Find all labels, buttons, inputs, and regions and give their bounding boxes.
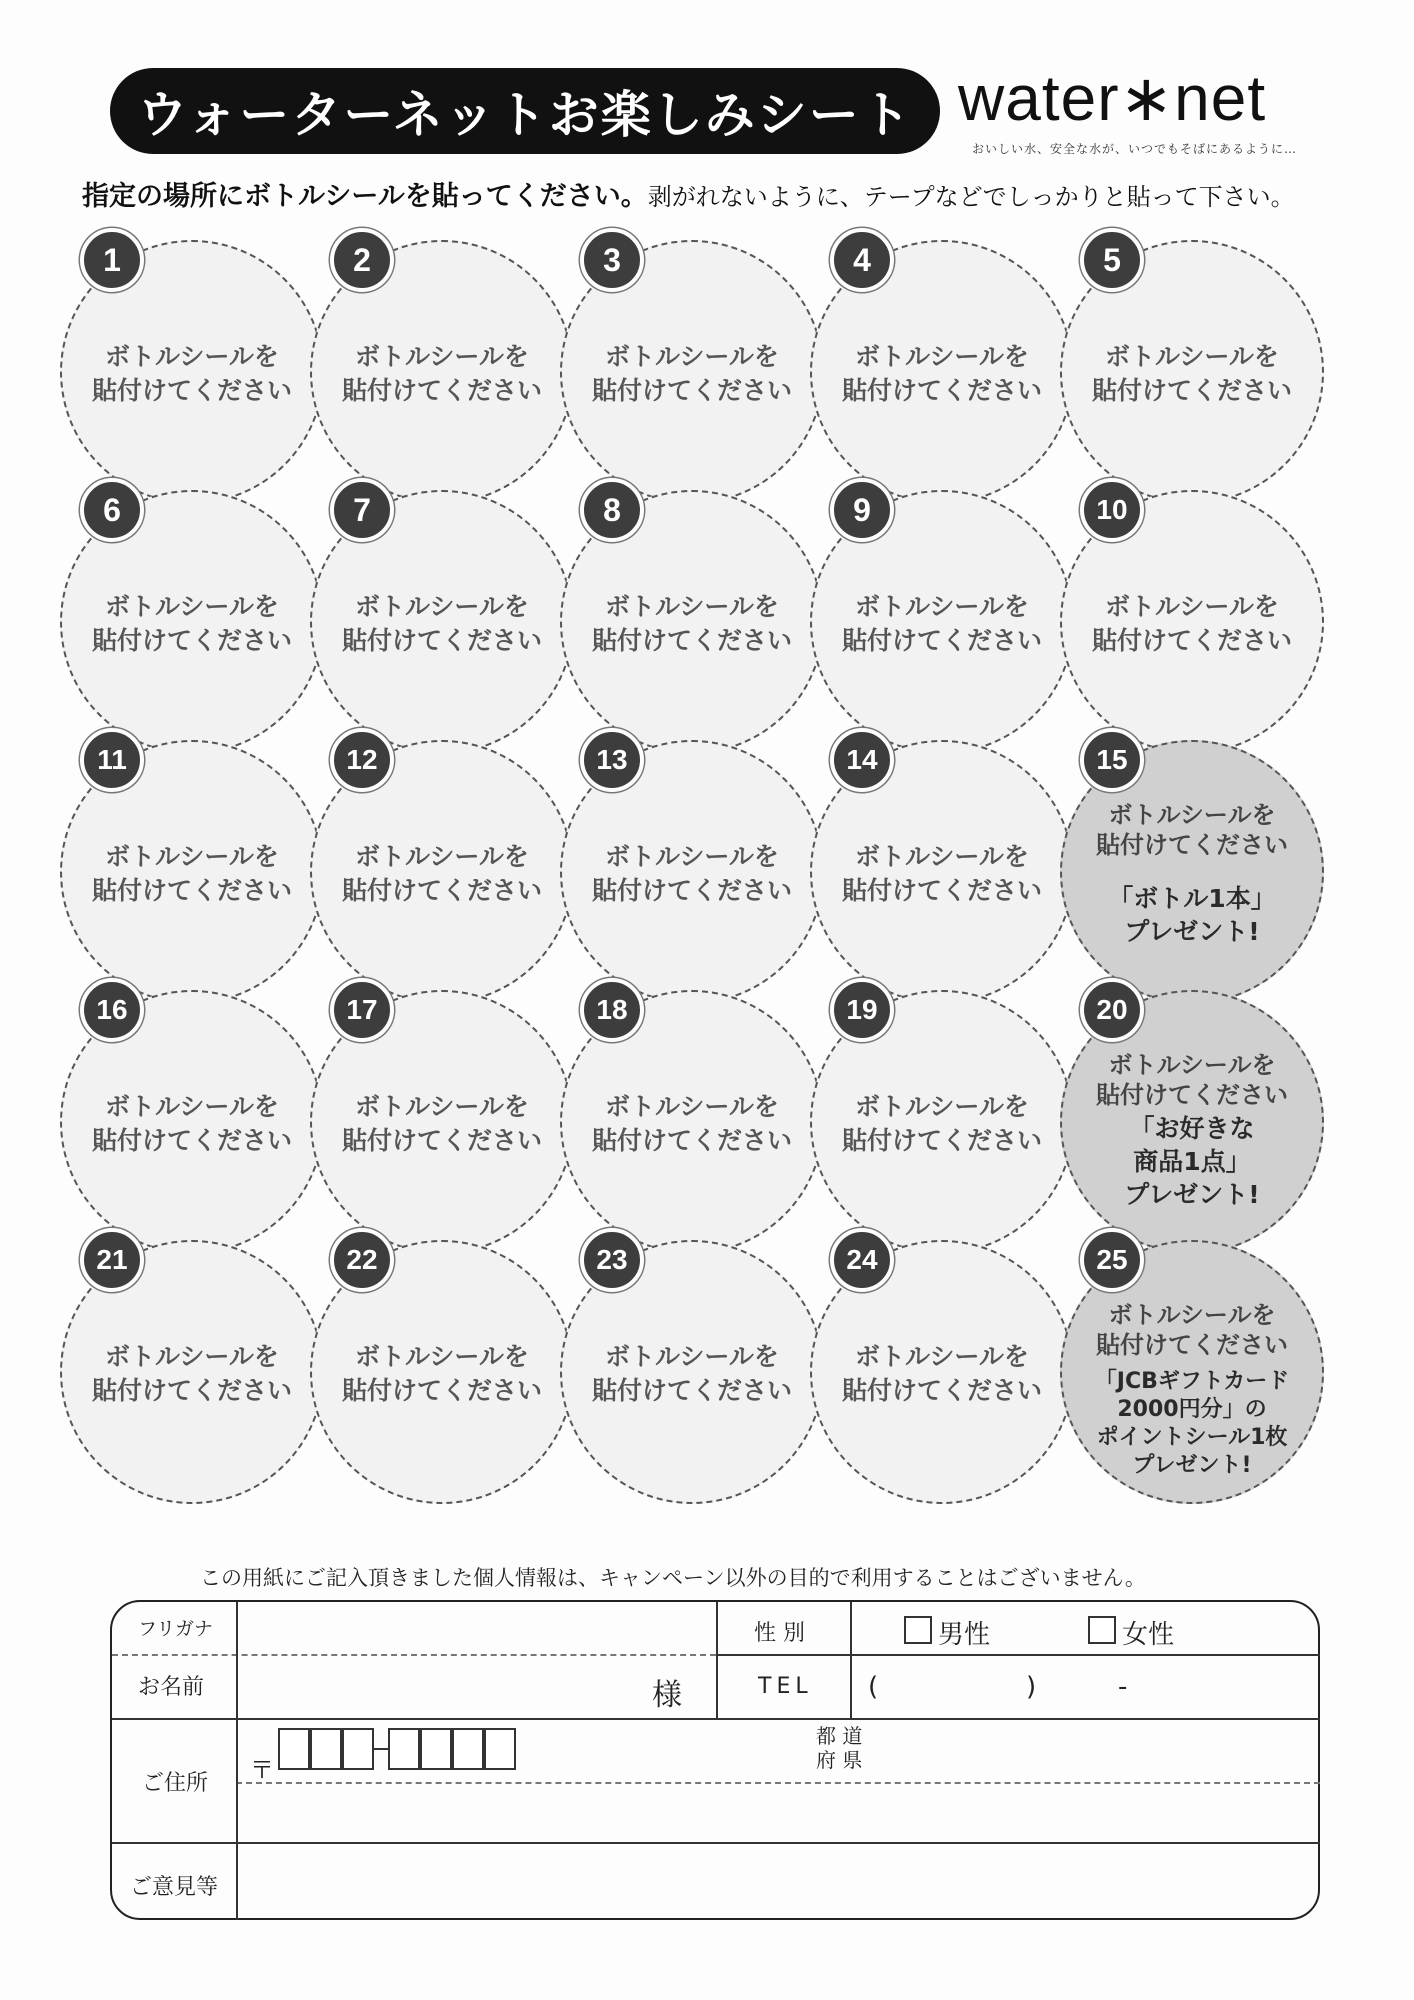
slot-instruction — [810, 1340, 1074, 1408]
slot-instruction-line2: 貼付けてください — [91, 876, 292, 905]
sticker-slot[interactable] — [310, 990, 574, 1254]
slot-instruction — [310, 340, 574, 408]
gender-divider — [716, 1654, 1320, 1656]
prize-text — [1068, 1368, 1316, 1480]
sheet-title: ウォーターネットお楽しみシート — [137, 86, 913, 144]
furigana-input[interactable] — [240, 1604, 712, 1652]
furigana-label: フリガナ — [138, 1618, 214, 1640]
slot-number-badge: 16 — [80, 978, 144, 1042]
slot-instruction — [310, 840, 574, 908]
sticker-slot[interactable] — [1060, 740, 1324, 1004]
slot-instruction-line2: 貼付けてください — [341, 876, 542, 905]
prize-line: 「JCBギフトカード — [1094, 1369, 1290, 1394]
female-checkbox[interactable] — [1088, 1616, 1116, 1644]
slot-instruction-line2: 貼付けてください — [1091, 626, 1292, 655]
opinion-input[interactable] — [240, 1846, 1300, 1916]
instruction-sub: 剥がれないように、テープなどでしっかりと貼って下さい。 — [647, 183, 1295, 211]
slot-number-badge: 24 — [830, 1228, 894, 1292]
slot-instruction — [810, 590, 1074, 658]
slot-instruction-line1: ボトルシールを — [1105, 592, 1279, 621]
slot-instruction-line1: ボトルシールを — [355, 842, 529, 871]
prize-line: プレゼント! — [1124, 917, 1260, 946]
slot-instruction-line1: ボトルシールを — [105, 342, 279, 371]
sticker-slot[interactable] — [310, 740, 574, 1004]
tel-input[interactable] — [882, 1664, 1302, 1716]
prize-line: 「ボトル1本」 — [1108, 884, 1276, 913]
prefecture-top: 都 道 — [816, 1724, 863, 1748]
postal-digit-box[interactable] — [484, 1728, 516, 1770]
sticker-slot[interactable] — [560, 240, 824, 504]
sticker-slot[interactable] — [310, 240, 574, 504]
sticker-slot[interactable] — [810, 1240, 1074, 1504]
name-label: お名前 — [138, 1675, 205, 1700]
name-input[interactable] — [240, 1658, 640, 1716]
slot-instruction-line1: ボトルシールを — [355, 342, 529, 371]
slot-instruction — [560, 1340, 824, 1408]
gender-label: 性 別 — [754, 1621, 805, 1646]
slot-instruction-line1: ボトルシールを — [605, 1342, 779, 1371]
slot-instruction-line2: 貼付けてください — [841, 376, 1042, 405]
sticker-slot[interactable] — [1060, 990, 1324, 1254]
prize-text — [1068, 882, 1316, 948]
slot-instruction — [60, 340, 324, 408]
name-right-divider — [716, 1602, 718, 1718]
slot-instruction — [310, 590, 574, 658]
sticker-slot[interactable] — [1060, 1240, 1324, 1504]
prefecture-bottom: 府 県 — [816, 1748, 863, 1772]
slot-number-badge: 17 — [330, 978, 394, 1042]
slot-number-badge: 13 — [580, 728, 644, 792]
slot-instruction-line2: 貼付けてください — [591, 876, 792, 905]
slot-number-badge: 18 — [580, 978, 644, 1042]
slot-number-badge: 19 — [830, 978, 894, 1042]
slot-instruction-line2: 貼付けてください — [341, 626, 542, 655]
slot-instruction-line1: ボトルシールを — [605, 342, 779, 371]
prize-text — [1068, 1112, 1316, 1211]
slot-instruction — [560, 840, 824, 908]
address-input[interactable] — [240, 1786, 1310, 1840]
postal-hyphen — [374, 1748, 388, 1750]
slot-instruction — [310, 1340, 574, 1408]
slot-instruction-line1: ボトルシールを — [105, 1342, 279, 1371]
slot-instruction-line2: 貼付けてください — [91, 626, 292, 655]
slot-instruction-line2: 貼付けてください — [841, 876, 1042, 905]
slot-number-badge: 14 — [830, 728, 894, 792]
address-dashed-line — [236, 1782, 1320, 1784]
slot-instruction — [60, 1340, 324, 1408]
sticker-slot[interactable] — [810, 740, 1074, 1004]
sticker-slot[interactable] — [60, 1240, 324, 1504]
slot-instruction — [810, 1090, 1074, 1158]
slot-instruction-line1: ボトルシールを — [1108, 801, 1276, 829]
address-label: ご住所 — [142, 1771, 209, 1796]
slot-instruction — [1060, 1050, 1324, 1110]
slot-instruction — [560, 590, 824, 658]
applicant-form — [110, 1600, 1320, 1920]
slot-instruction-line2: 貼付けてください — [591, 1126, 792, 1155]
privacy-note: この用紙にご記入頂きました個人情報は、キャンペーン以外の目的で利用することはございません。 — [200, 1566, 1146, 1590]
slot-instruction-line2: 貼付けてください — [1096, 1081, 1288, 1109]
sticker-slot[interactable] — [560, 990, 824, 1254]
postal-digit-box[interactable] — [342, 1728, 374, 1770]
slot-instruction — [60, 1090, 324, 1158]
slot-number-badge: 2 — [330, 228, 394, 292]
slot-instruction — [810, 840, 1074, 908]
tel-label: TEL — [758, 1674, 813, 1699]
slot-number-badge: 11 — [80, 728, 144, 792]
slot-number-badge: 5 — [1080, 228, 1144, 292]
slot-number-badge: 7 — [330, 478, 394, 542]
slot-instruction-line2: 貼付けてください — [91, 1376, 292, 1405]
slot-instruction-line2: 貼付けてください — [91, 1126, 292, 1155]
slot-number-badge: 9 — [830, 478, 894, 542]
slot-instruction — [60, 590, 324, 658]
prize-line: プレゼント! — [1124, 1180, 1260, 1209]
slot-instruction-line1: ボトルシールを — [855, 342, 1029, 371]
slot-instruction-line1: ボトルシールを — [605, 842, 779, 871]
slot-instruction — [810, 340, 1074, 408]
slot-instruction — [1060, 340, 1324, 408]
slot-number-badge: 21 — [80, 1228, 144, 1292]
sticker-slot[interactable] — [810, 240, 1074, 504]
slot-instruction-line2: 貼付けてください — [341, 1126, 542, 1155]
slot-instruction-line1: ボトルシールを — [1108, 1051, 1276, 1079]
slot-instruction-line2: 貼付けてください — [341, 1376, 542, 1405]
slot-instruction — [560, 1090, 824, 1158]
slot-instruction-line2: 貼付けてください — [591, 376, 792, 405]
slot-instruction-line2: 貼付けてください — [341, 376, 542, 405]
furigana-divider — [112, 1654, 716, 1656]
slot-number-badge: 3 — [580, 228, 644, 292]
slot-instruction — [1060, 590, 1324, 658]
slot-number-badge: 15 — [1080, 728, 1144, 792]
slot-instruction — [560, 340, 824, 408]
prize-line: プレゼント! — [1132, 1453, 1252, 1478]
postal-digit-box[interactable] — [388, 1728, 420, 1770]
address-row-divider — [112, 1842, 1320, 1844]
tel-open-paren: ( — [868, 1672, 879, 1702]
postal-digit-box[interactable] — [278, 1728, 310, 1770]
name-suffix: 様 — [652, 1678, 682, 1713]
label-column-divider — [236, 1602, 238, 1920]
tel-close-paren: ) — [1026, 1672, 1037, 1702]
slot-instruction — [60, 840, 324, 908]
slot-instruction-line2: 貼付けてください — [591, 626, 792, 655]
slot-instruction-line1: ボトルシールを — [105, 592, 279, 621]
slot-number-badge: 1 — [80, 228, 144, 292]
slot-instruction-line2: 貼付けてください — [1091, 376, 1292, 405]
prefecture-input[interactable] — [532, 1722, 802, 1780]
opinion-label: ご意見等 — [130, 1875, 219, 1900]
slot-instruction-line1: ボトルシールを — [1105, 342, 1279, 371]
sticker-slot[interactable] — [810, 490, 1074, 754]
logo-tagline: おいしい水、安全な水が、いつでもそばにあるように… — [972, 142, 1298, 156]
prize-line: 「お好きな — [1129, 1114, 1255, 1143]
postal-digit-box[interactable] — [452, 1728, 484, 1770]
slot-number-badge: 12 — [330, 728, 394, 792]
slot-instruction-line1: ボトルシールを — [105, 1092, 279, 1121]
slot-instruction — [1060, 800, 1324, 860]
sticker-slot[interactable] — [60, 740, 324, 1004]
slot-instruction-line1: ボトルシールを — [855, 1092, 1029, 1121]
sticker-slot[interactable] — [560, 1240, 824, 1504]
sticker-slot[interactable] — [60, 240, 324, 504]
postal-digit-box[interactable] — [310, 1728, 342, 1770]
slot-instruction-line1: ボトルシールを — [1108, 1301, 1276, 1329]
slot-number-badge: 20 — [1080, 978, 1144, 1042]
sticker-slot[interactable] — [560, 740, 824, 1004]
slot-instruction-line1: ボトルシールを — [855, 842, 1029, 871]
slot-instruction-line1: ボトルシールを — [105, 842, 279, 871]
slot-number-badge: 4 — [830, 228, 894, 292]
male-label: 男性 — [938, 1620, 991, 1650]
sticker-slot[interactable] — [60, 990, 324, 1254]
instruction-main: 指定の場所にボトルシールを貼ってください。 — [82, 181, 648, 212]
slot-instruction-line2: 貼付けてください — [841, 1126, 1042, 1155]
slot-instruction-line1: ボトルシールを — [605, 592, 779, 621]
slot-instruction — [1060, 1300, 1324, 1360]
slot-instruction-line2: 貼付けてください — [1096, 831, 1288, 859]
water-net-logo: water∗net — [958, 62, 1267, 134]
slot-number-badge: 25 — [1080, 1228, 1144, 1292]
sticker-slot[interactable] — [310, 1240, 574, 1504]
slot-instruction-line1: ボトルシールを — [355, 1092, 529, 1121]
slot-instruction-line2: 貼付けてください — [591, 1376, 792, 1405]
sticker-slot[interactable] — [60, 490, 324, 754]
prize-line: 2000円分」の — [1117, 1397, 1267, 1422]
sticker-slot[interactable] — [310, 490, 574, 754]
slot-instruction-line1: ボトルシールを — [855, 592, 1029, 621]
slot-number-badge: 23 — [580, 1228, 644, 1292]
tel-dash: - — [1118, 1672, 1128, 1702]
slot-instruction-line2: 貼付けてください — [1096, 1331, 1288, 1359]
female-label: 女性 — [1122, 1620, 1175, 1650]
postal-digit-box[interactable] — [420, 1728, 452, 1770]
sticker-slot[interactable] — [810, 990, 1074, 1254]
slot-instruction-line1: ボトルシールを — [605, 1092, 779, 1121]
sticker-slot[interactable] — [1060, 240, 1324, 504]
slot-number-badge: 22 — [330, 1228, 394, 1292]
slot-instruction — [310, 1090, 574, 1158]
postal-mark: 〒 — [250, 1756, 274, 1784]
prize-line: 商品1点」 — [1133, 1147, 1251, 1176]
slot-number-badge: 6 — [80, 478, 144, 542]
slot-instruction-line1: ボトルシールを — [855, 1342, 1029, 1371]
slot-instruction-line2: 貼付けてください — [91, 376, 292, 405]
slot-number-badge: 8 — [580, 478, 644, 542]
slot-instruction-line1: ボトルシールを — [355, 1342, 529, 1371]
slot-instruction-line2: 貼付けてください — [841, 1376, 1042, 1405]
slot-instruction-line2: 貼付けてください — [841, 626, 1042, 655]
sticker-slot[interactable] — [1060, 490, 1324, 754]
male-checkbox[interactable] — [904, 1616, 932, 1644]
name-row-divider — [112, 1718, 1320, 1720]
gender-tel-divider — [850, 1602, 852, 1718]
slot-instruction-line1: ボトルシールを — [355, 592, 529, 621]
slot-number-badge: 10 — [1080, 478, 1144, 542]
prize-line: ポイントシール1枚 — [1096, 1425, 1288, 1450]
sticker-slot[interactable] — [560, 490, 824, 754]
